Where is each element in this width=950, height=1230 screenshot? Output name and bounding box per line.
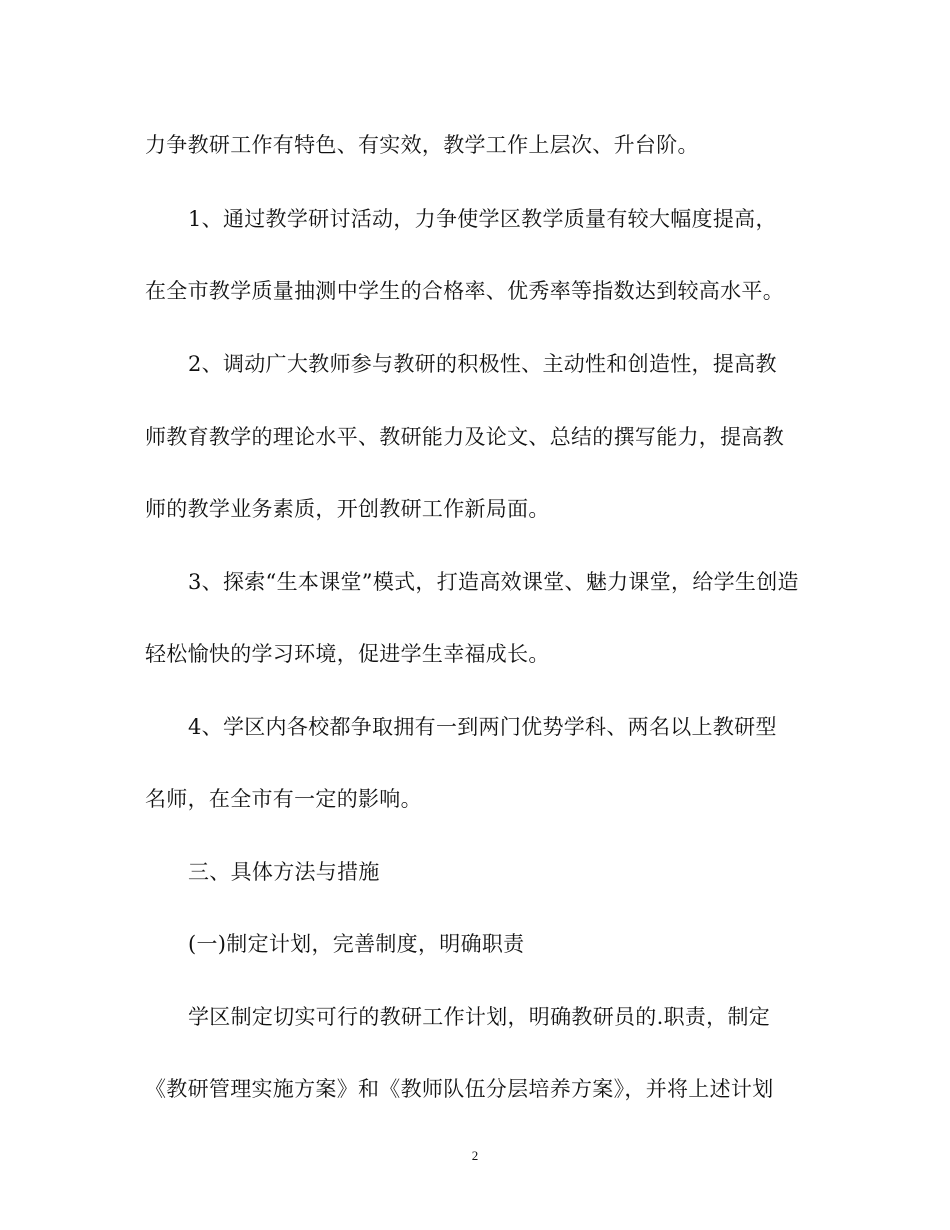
paragraph-line: 在全市教学质量抽测中学生的合格率、优秀率等指数达到较高水平。 bbox=[145, 279, 784, 303]
page-number: 2 bbox=[471, 1148, 479, 1163]
paragraph-line: 1、通过教学研讨活动，力争使学区教学质量有较大幅度提高， bbox=[188, 207, 777, 231]
paragraph-line: 学区制定切实可行的教研工作计划，明确教研员的.职责，制定 bbox=[188, 1005, 771, 1029]
paragraph-line: 力争教研工作有特色、有实效，教学工作上层次、升台阶。 bbox=[145, 133, 699, 157]
paragraph-line: 《教研管理实施方案》和《教师队伍分层培养方案》，并将上述计划 bbox=[145, 1077, 774, 1101]
subsection-heading: (一)制定计划，完善制度，明确职责 bbox=[188, 932, 525, 956]
paragraph-line: 4、学区内各校都争取拥有一到两门优势学科、两名以上教研型 bbox=[188, 715, 777, 739]
paragraph-line: 师教育教学的理论水平、教研能力及论文、总结的撰写能力，提高教 bbox=[145, 425, 784, 449]
paragraph-line: 轻松愉快的学习环境，促进学生幸福成长。 bbox=[145, 642, 550, 666]
paragraph-line: 名师，在全市有一定的影响。 bbox=[145, 787, 422, 811]
paragraph-line: 师的教学业务素质，开创教研工作新局面。 bbox=[145, 497, 550, 521]
paragraph-line: 2、调动广大教师参与教研的积极性、主动性和创造性，提高教 bbox=[188, 352, 777, 376]
section-heading: 三、具体方法与措施 bbox=[188, 860, 380, 884]
paragraph-line: 3、探索“生本课堂”模式，打造高效课堂、魅力课堂，给学生创造 bbox=[188, 570, 799, 594]
